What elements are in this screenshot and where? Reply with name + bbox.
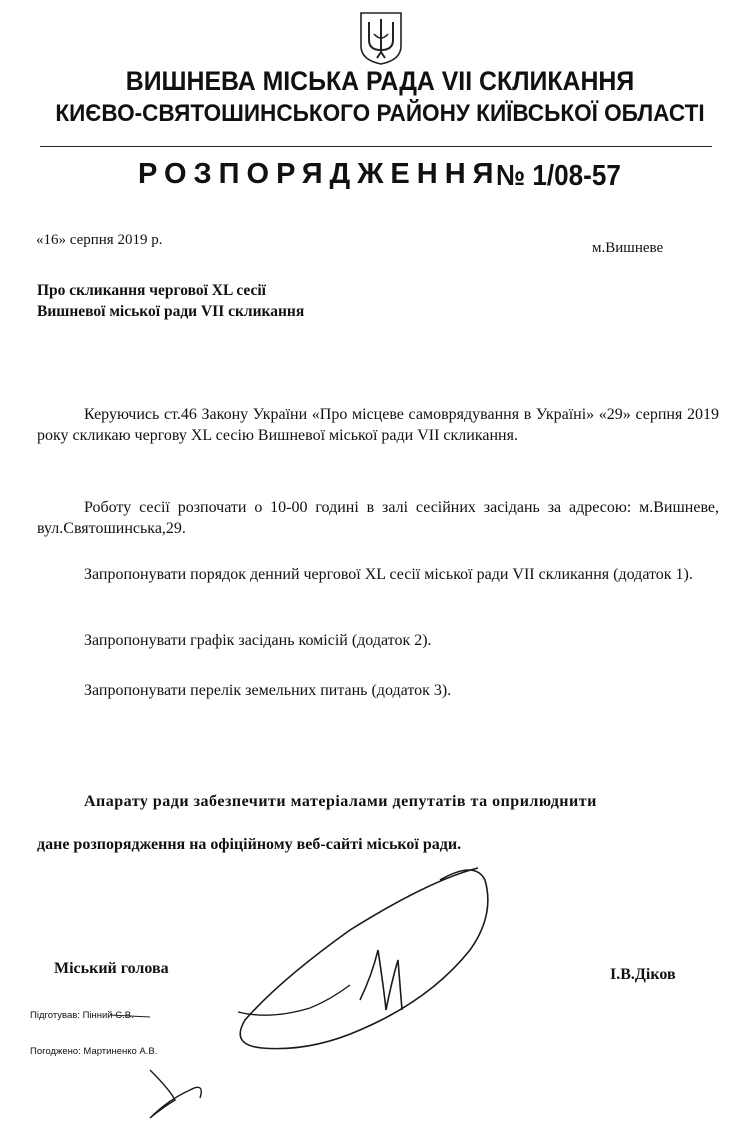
body-paragraph-3: Запропонувати порядок денний чергової XL сесії міської ради VII скликання (додаток 1). (84, 566, 693, 583)
district-name: КИЄВО-СВЯТОШИНСЬКОГО РАЙОНУ КИЇВСЬКОЇ ОБЛАСТІ (55, 100, 705, 127)
signatory-position: Міський голова (54, 960, 169, 977)
instruction-line-1: Апарату ради забезпечити матеріалами депутатів та оприлюднити (84, 793, 597, 810)
body-paragraph-1: Керуючись ст.46 Закону України «Про місцеве самоврядування в Україні» «29» серпня 2019 року скликаю чергову XL сесію Вишневої міської ради VII скликання. (37, 406, 719, 444)
prepared-by: Підготував: Пінний С.В. (30, 1010, 134, 1021)
document-date: «16» серпня 2019 р. (36, 232, 163, 248)
body-paragraph-4: Запропонувати графік засідань комісій (додаток 2). (84, 632, 432, 649)
document-title: РОЗПОРЯДЖЕННЯ (138, 158, 501, 190)
document-number: № 1/08-57 (496, 160, 621, 192)
agreed-by: Погоджено: Мартиненко А.В. (30, 1046, 158, 1057)
subject-line-1: Про скликання чергової XL сесії (37, 282, 266, 299)
council-name: ВИШНЕВА МІСЬКА РАДА VII СКЛИКАННЯ (125, 66, 635, 96)
document-subject (37, 280, 304, 322)
signatory-name: І.В.Діков (610, 966, 676, 983)
body-paragraph-2: Роботу сесії розпочати о 10-00 годині в залі сесійних засідань за адресою: м.Вишневе, вул.Святошинська,29. (37, 499, 719, 537)
document-place: м.Вишневе (592, 240, 664, 256)
header-divider (40, 146, 712, 147)
subject-line-2: Вишневої міської ради VII скликання (37, 303, 305, 320)
trident-emblem-icon (356, 10, 406, 66)
instruction-line-2: дане розпорядження на офіційному веб-сайті міської ради. (37, 836, 462, 853)
body-paragraph-5: Запропонувати перелік земельних питань (додаток 3). (84, 682, 452, 699)
